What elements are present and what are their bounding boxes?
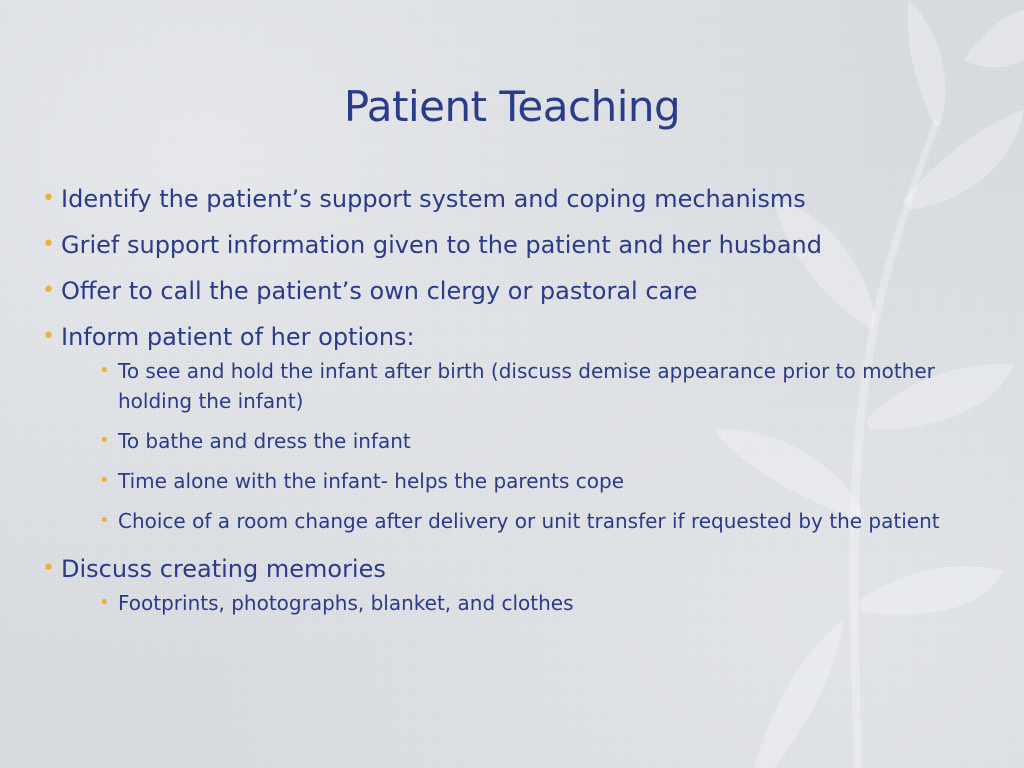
bullet-icon: • — [99, 592, 110, 613]
bullet-icon: • — [99, 510, 110, 531]
sub-bullet-list — [61, 588, 992, 618]
bullet-icon: • — [42, 232, 55, 257]
sub-list-item — [99, 466, 992, 496]
sub-list-item-text: Footprints, photographs, blanket, and clothes — [118, 591, 574, 615]
sub-list-item — [99, 356, 992, 416]
bullet-icon: • — [99, 360, 110, 381]
sub-list-item-text: Time alone with the infant- helps the parents cope — [118, 469, 625, 493]
bullet-list — [42, 176, 992, 618]
bullet-icon: • — [42, 186, 55, 211]
bullet-icon: • — [42, 278, 55, 303]
bullet-icon: • — [42, 324, 55, 349]
bullet-icon: • — [99, 470, 110, 491]
sub-list-item-text: Choice of a room change after delivery or unit transfer if requested by the patient — [118, 509, 940, 533]
list-item — [42, 176, 992, 222]
list-item — [42, 314, 992, 536]
list-item-text: Inform patient of her options: — [61, 323, 415, 351]
bullet-icon: • — [99, 430, 110, 451]
list-item — [42, 268, 992, 314]
sub-bullet-list — [61, 356, 992, 536]
sub-list-item-text: To bathe and dress the infant — [118, 429, 411, 453]
bullet-list-container — [42, 176, 992, 628]
list-item — [42, 222, 992, 268]
list-item — [42, 546, 992, 618]
list-item-text: Identify the patient’s support system and coping mechanisms — [61, 185, 806, 213]
list-item-text: Discuss creating memories — [61, 555, 386, 583]
sub-list-item — [99, 588, 992, 618]
sub-list-item-text: To see and hold the infant after birth (discuss demise appearance prior to mother holding the infant) — [118, 359, 935, 413]
sub-list-item — [99, 506, 992, 536]
bullet-icon: • — [42, 556, 55, 581]
page-title: Patient Teaching — [343, 82, 681, 131]
list-item-text: Grief support information given to the patient and her husband — [61, 231, 822, 259]
sub-list-item — [99, 426, 992, 456]
list-item-text: Offer to call the patient’s own clergy or pastoral care — [61, 277, 698, 305]
